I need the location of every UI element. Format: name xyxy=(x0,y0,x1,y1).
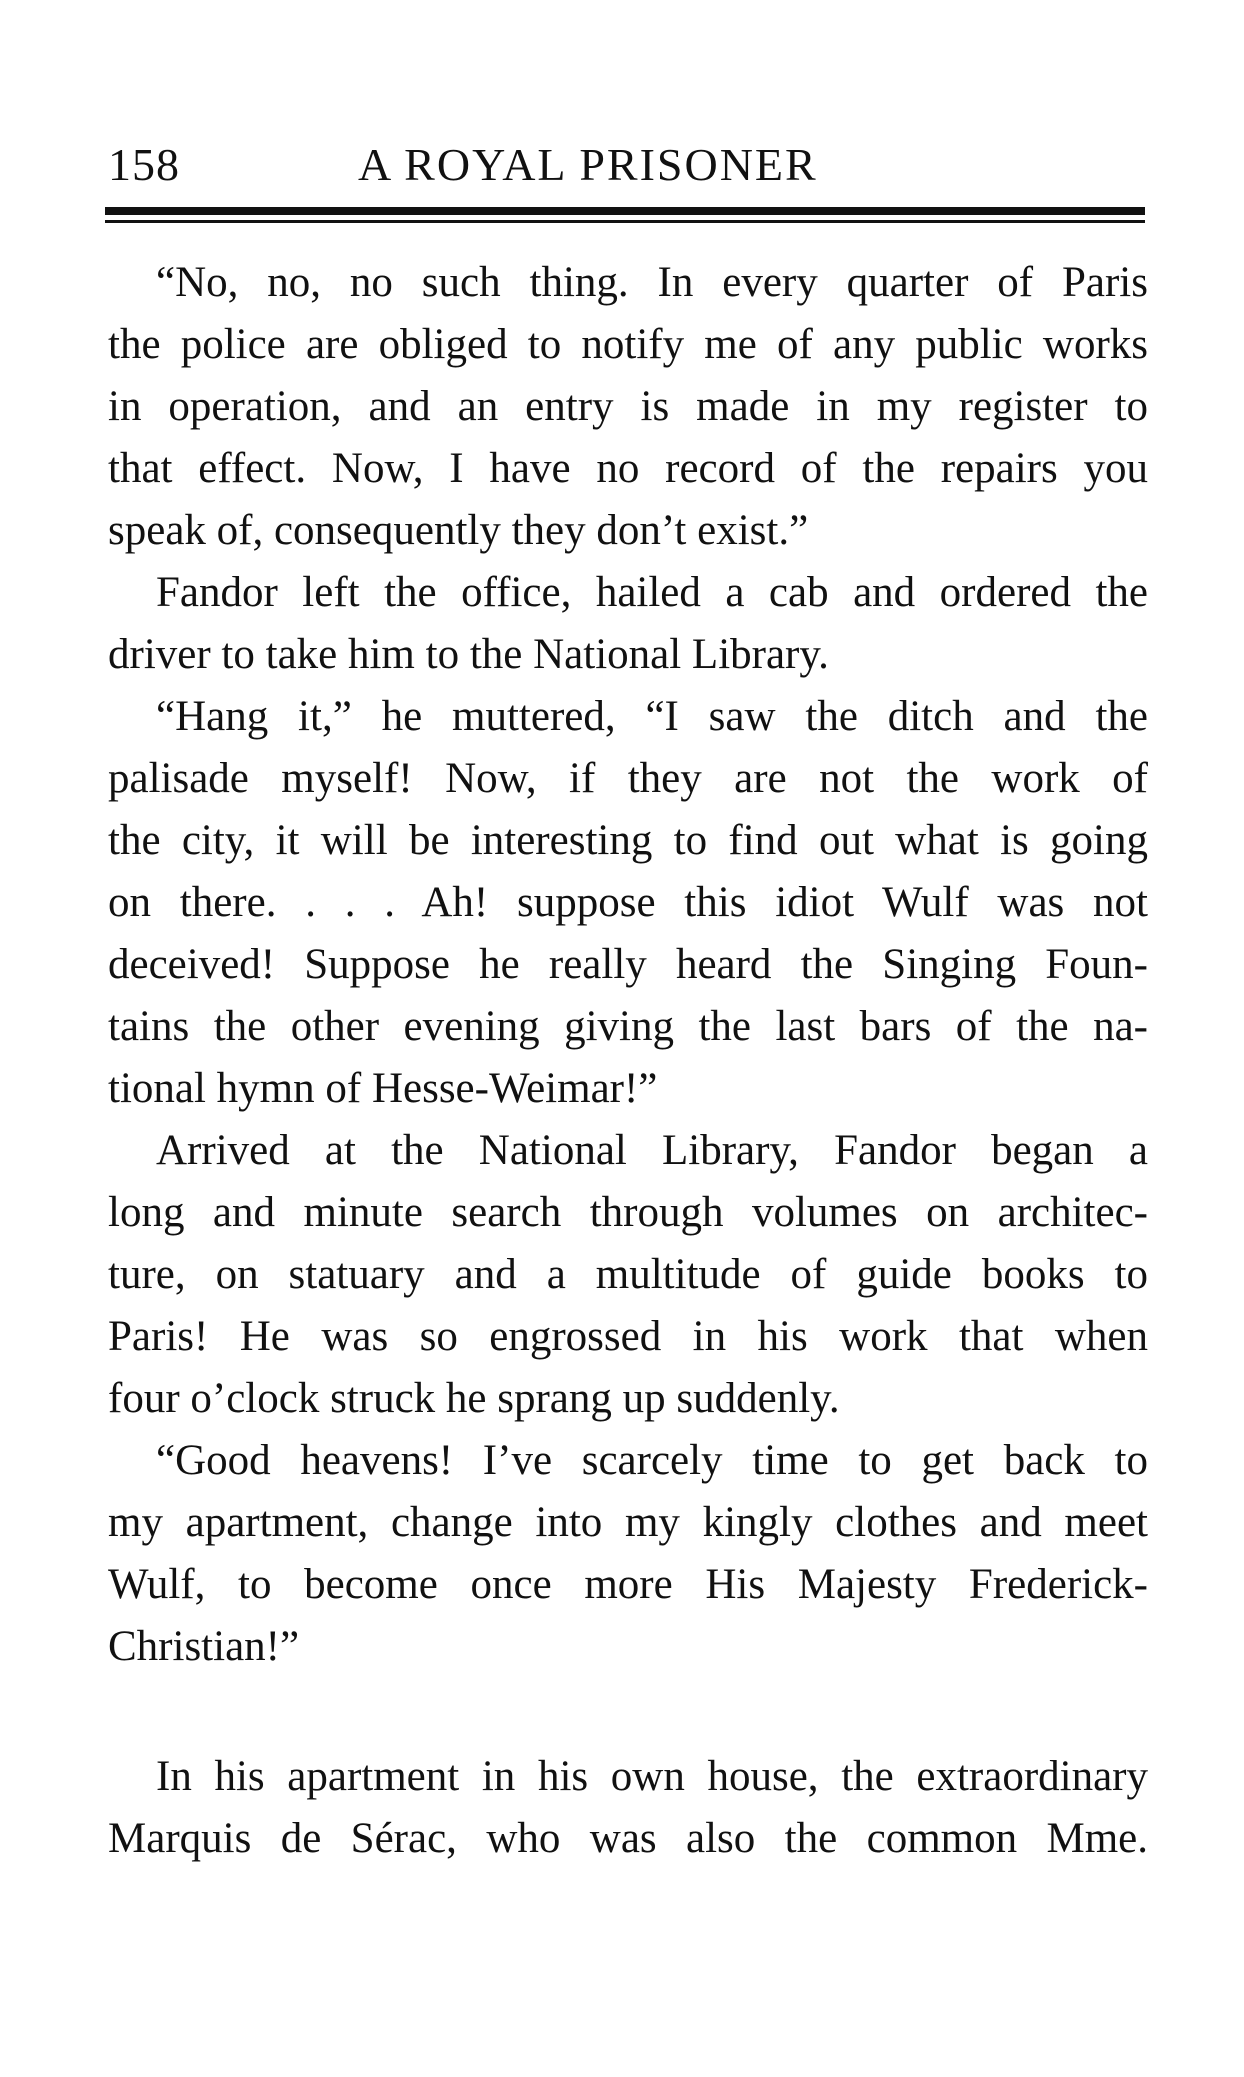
paragraph xyxy=(108,1120,1148,1430)
header-rule-thick xyxy=(105,207,1145,215)
text-line: tional hymn of Hesse-Weimar!” xyxy=(108,1065,658,1112)
text-line: the police are obliged to notify me of any public works xyxy=(108,321,1148,368)
page-header xyxy=(108,138,1146,192)
text-line: In his apartment in his own house, the extraordinary xyxy=(156,1753,1148,1800)
paragraph xyxy=(108,252,1148,562)
text-line: Arrived at the National Library, Fandor began a xyxy=(156,1127,1148,1174)
text-line: ture, on statuary and a multitude of guide books to xyxy=(108,1251,1148,1298)
section-break xyxy=(108,1678,1148,1746)
running-title: A ROYAL PRISONER xyxy=(358,139,818,190)
page-number: 158 xyxy=(108,139,180,190)
text-line: four o’clock struck he sprang up suddenly. xyxy=(108,1375,840,1422)
text-line: driver to take him to the National Library. xyxy=(108,631,829,678)
paragraph xyxy=(108,562,1148,686)
text-line: my apartment, change into my kingly clothes and meet xyxy=(108,1499,1148,1546)
paragraph xyxy=(108,1430,1148,1678)
text-line: that effect. Now, I have no record of the repairs you xyxy=(108,445,1148,492)
text-line: long and minute search through volumes on architec- xyxy=(108,1189,1148,1236)
text-line: tains the other evening giving the last bars of the na- xyxy=(108,1003,1148,1050)
text-line: Fandor left the office, hailed a cab and ordered the xyxy=(156,569,1148,616)
text-line: Marquis de Sérac, who was also the common Mme. xyxy=(108,1815,1148,1862)
text-line: “Hang it,” he muttered, “I saw the ditch and the xyxy=(156,693,1148,740)
text-line: speak of, consequently they don’t exist.” xyxy=(108,507,809,554)
header-rule-thin xyxy=(105,220,1145,223)
text-line: “Good heavens! I’ve scarcely time to get back to xyxy=(156,1437,1148,1484)
text-line: Paris! He was so engrossed in his work that when xyxy=(108,1313,1148,1360)
text-line: deceived! Suppose he really heard the Singing Foun- xyxy=(108,941,1148,988)
text-line: the city, it will be interesting to find out what is going xyxy=(108,817,1148,864)
text-line: on there. . . . Ah! suppose this idiot Wulf was not xyxy=(108,879,1148,926)
text-line: “No, no, no such thing. In every quarter of Paris xyxy=(156,259,1148,306)
paragraph xyxy=(108,686,1148,1120)
text-line: Christian!” xyxy=(108,1623,300,1670)
text-line: in operation, and an entry is made in my register to xyxy=(108,383,1148,430)
text-line: Wulf, to become once more His Majesty Frederick- xyxy=(108,1561,1148,1608)
text-line: palisade myself! Now, if they are not the work of xyxy=(108,755,1148,802)
paragraph xyxy=(108,1746,1148,1870)
body-text xyxy=(108,252,1148,1870)
